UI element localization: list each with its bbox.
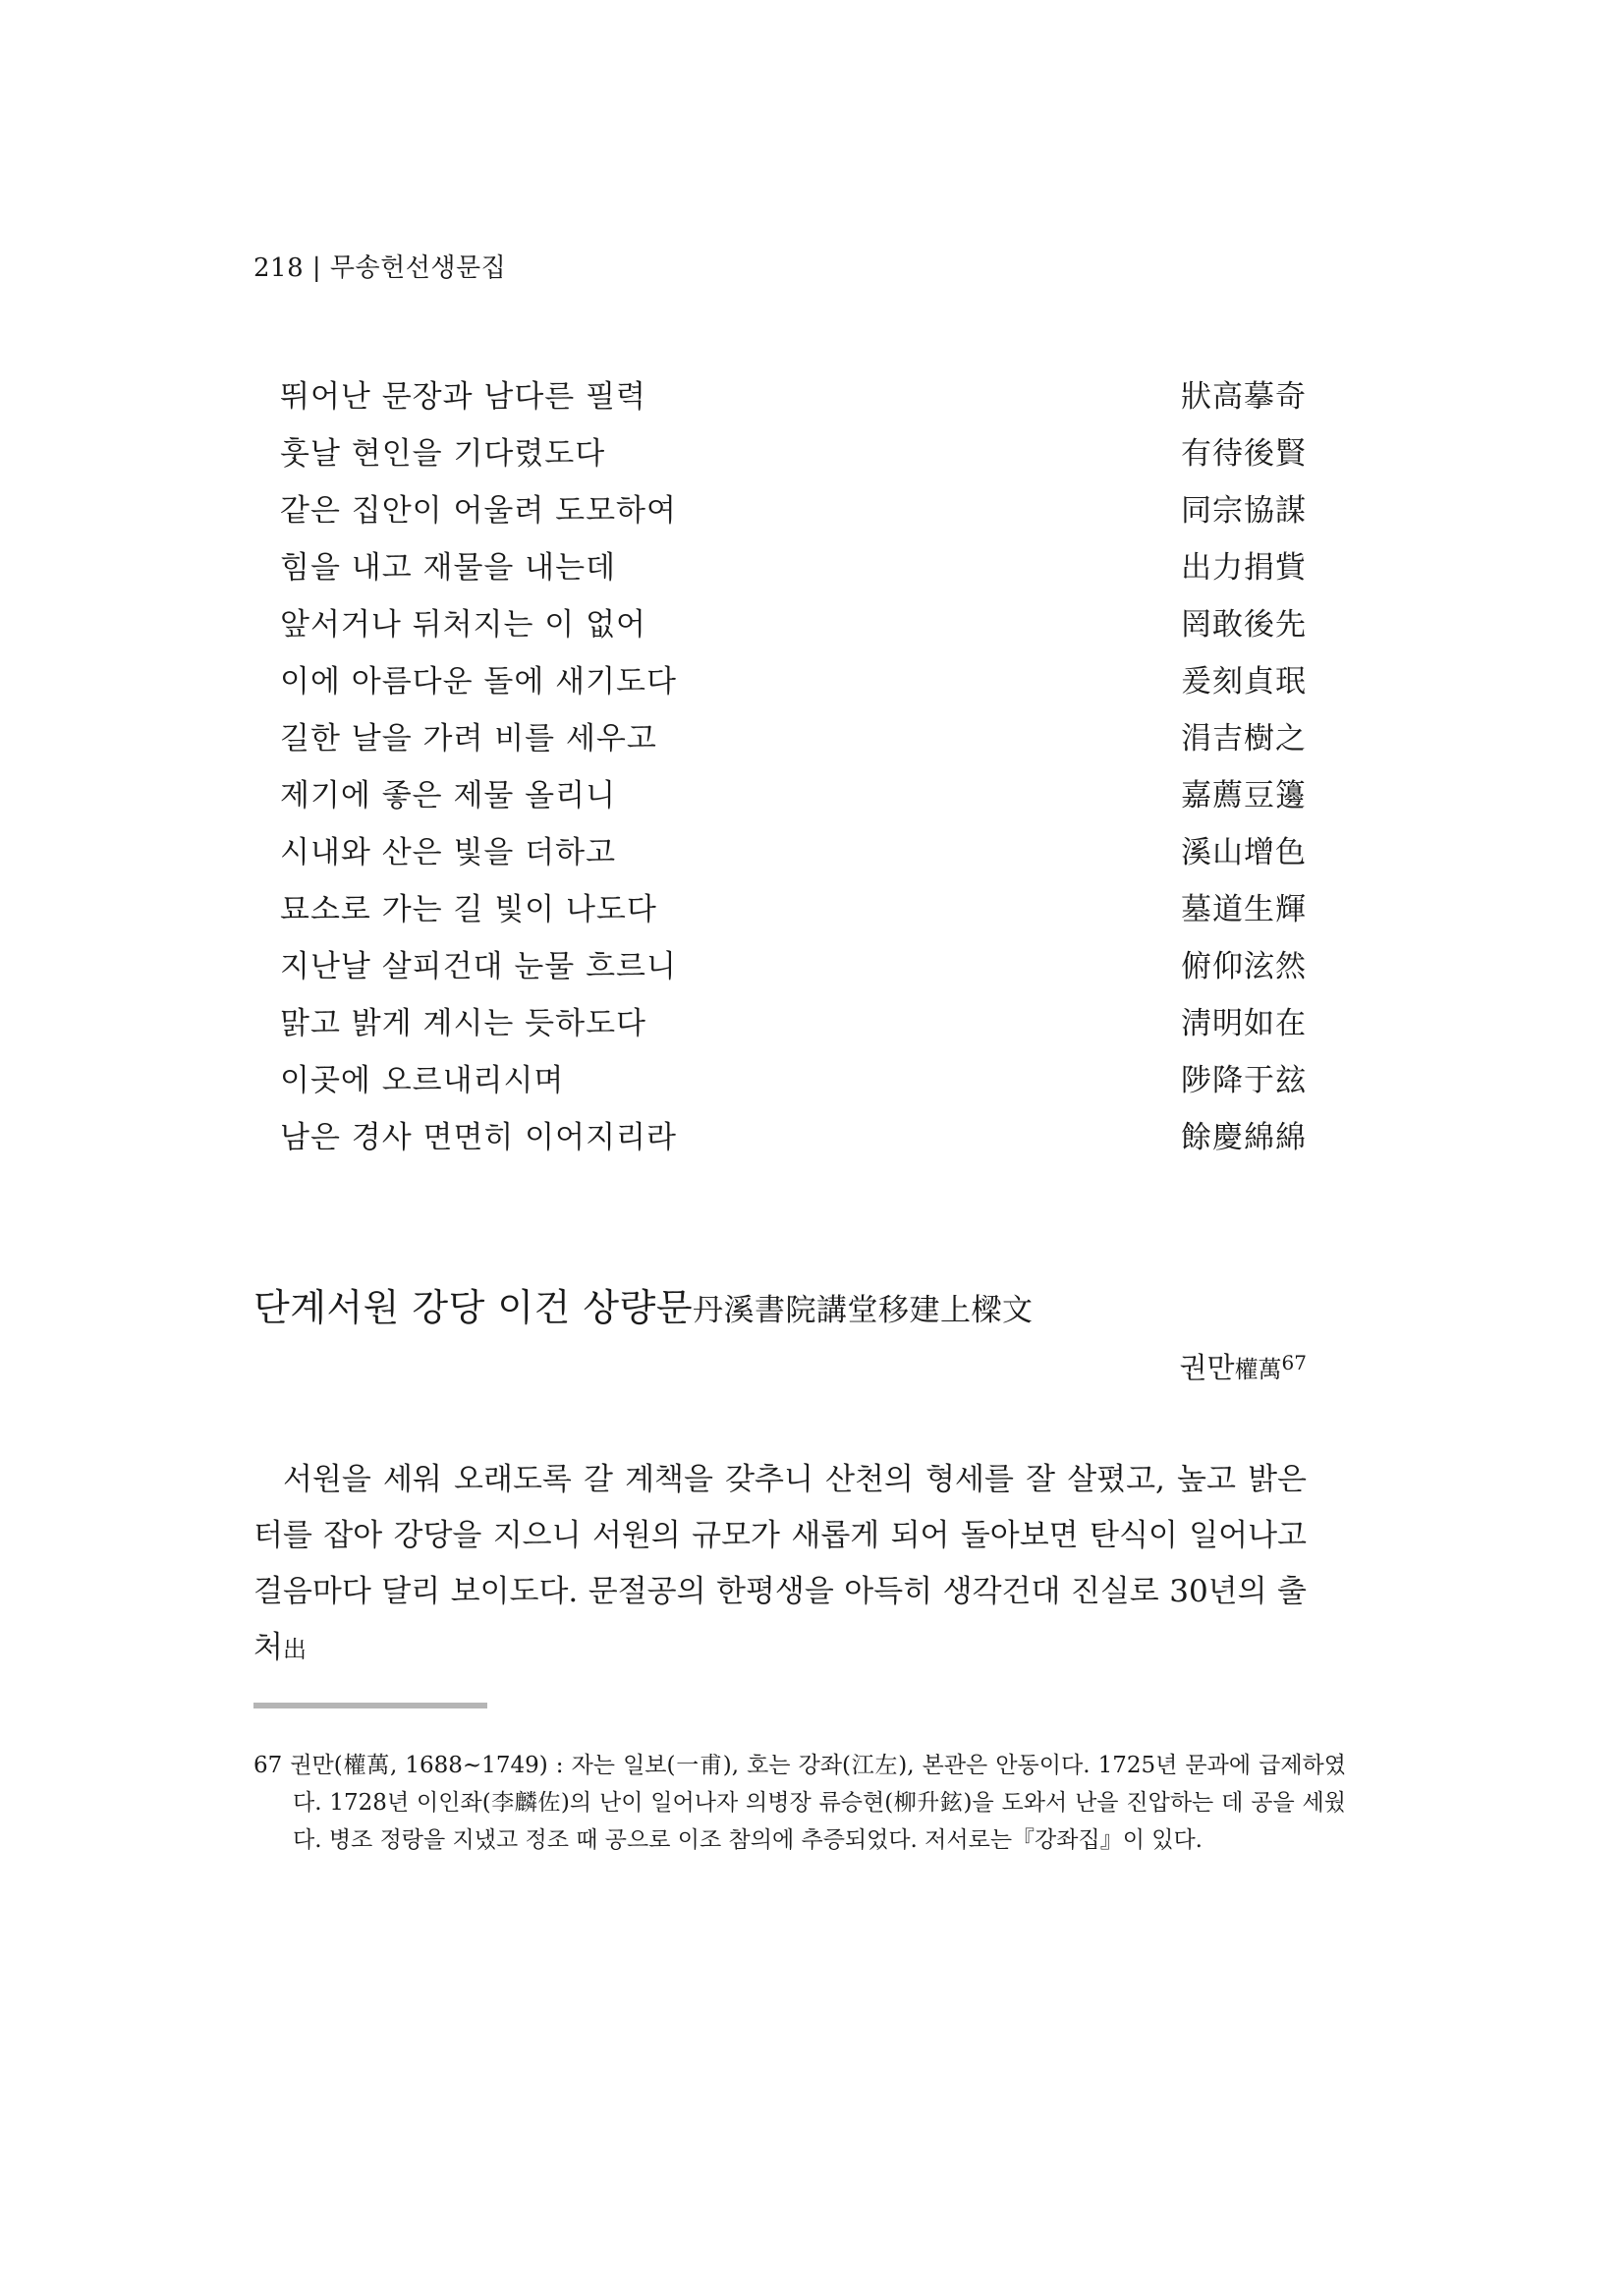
poem-line <box>280 1109 1307 1166</box>
poem-line-hanja: 有待後賢 <box>1181 436 1307 472</box>
poem-line-hanja: 出力捐貲 <box>1181 550 1307 586</box>
poem-line-korean: 앞서거나 뒤처지는 이 없어 <box>280 607 646 643</box>
poem-line-hanja: 俯仰泫然 <box>1181 949 1307 984</box>
poem-line <box>280 767 1307 824</box>
poem-line-hanja: 同宗協謀 <box>1181 493 1307 529</box>
poem-line-korean: 힘을 내고 재물을 내는데 <box>280 550 617 586</box>
poem-line-hanja: 爰刻貞珉 <box>1181 664 1307 700</box>
poem-line-korean: 뛰어난 문장과 남다른 필력 <box>280 379 646 415</box>
poem-line <box>280 824 1307 881</box>
poem-line-korean: 지난날 살피건대 눈물 흐르니 <box>280 949 677 984</box>
author-korean: 권만 <box>1179 1351 1235 1384</box>
footnote: 67 권만(權萬, 1688~1749) : 자는 일보(一甫), 호는 강좌(江左), 본관은 안동이다. 1725년 문과에 급제하였다. 1728년 이인좌(李麟佐)의 난이 일어나자 의병장 류승현(柳升鉉)을 도와서 난을 진압하는 데 공을 세웠다. 병조 정랑을 지냈고 정조 때 공으로 이조 참의에 추증되었다. 저서로는『강좌집』이 있다. <box>253 1753 1346 1853</box>
poem-line <box>280 995 1307 1052</box>
poem-line-korean: 시내와 산은 빛을 더하고 <box>280 835 617 870</box>
poem-line-hanja: 溪山增色 <box>1181 835 1307 870</box>
author <box>1180 1346 1307 1386</box>
author-hanja: 權萬 <box>1234 1356 1282 1383</box>
poem <box>280 368 1307 1166</box>
footnote-ref[interactable]: 67 <box>1281 1351 1307 1374</box>
poem-line-hanja: 墓道生輝 <box>1181 892 1307 927</box>
body-hanja: 出 <box>282 1636 307 1663</box>
poem-line-korean: 남은 경사 면면히 이어지리라 <box>280 1120 677 1155</box>
body-text: 서원을 세워 오래도록 갈 계책을 갖추니 산천의 형세를 잘 살폈고, 높고 밝은 터를 잡아 강당을 지으니 서원의 규모가 새롭게 되어 돌아보면 탄식이 일어나고 걸음마다 달리 보이도다. 문절공의 한평생을 아득히 생각건대 진실로 30년의 출처 <box>253 1462 1307 1665</box>
poem-line-hanja: 涓吉樹之 <box>1181 721 1307 756</box>
poem-line-hanja: 淸明如在 <box>1181 1006 1307 1041</box>
poem-line <box>280 710 1307 767</box>
poem-line <box>280 482 1307 539</box>
section-title-korean: 단계서원 강당 이건 상량문 <box>253 1286 694 1329</box>
poem-line-hanja: 餘慶綿綿 <box>1181 1120 1307 1155</box>
poem-line <box>280 653 1307 710</box>
poem-line <box>280 539 1307 596</box>
running-head: 218 | 무송헌선생문집 <box>253 253 507 283</box>
poem-line-korean: 훗날 현인을 기다렸도다 <box>280 436 606 472</box>
poem-line-korean: 길한 날을 가려 비를 세우고 <box>280 721 657 756</box>
poem-line-korean: 제기에 좋은 제물 올리니 <box>280 778 617 813</box>
poem-line <box>280 596 1307 653</box>
poem-line-hanja: 陟降于玆 <box>1181 1063 1307 1098</box>
poem-line <box>280 1052 1307 1109</box>
poem-line-korean: 이곳에 오르내리시며 <box>280 1063 565 1098</box>
poem-line <box>280 881 1307 938</box>
section-title-hanja: 丹溪書院講堂移建上樑文 <box>693 1293 1034 1328</box>
poem-line-korean: 같은 집안이 어울려 도모하여 <box>280 493 677 529</box>
poem-line <box>280 425 1307 482</box>
body-paragraph <box>253 1452 1307 1678</box>
poem-line <box>280 368 1307 425</box>
footnote-divider <box>253 1703 487 1708</box>
poem-line-korean: 맑고 밝게 계시는 듯하도다 <box>280 1006 646 1041</box>
poem-line-hanja: 嘉薦豆籩 <box>1181 778 1307 813</box>
poem-line-korean: 이에 아름다운 돌에 새기도다 <box>280 664 677 700</box>
poem-line <box>280 938 1307 995</box>
poem-line-hanja: 狀高摹奇 <box>1181 379 1307 415</box>
poem-line-hanja: 罔敢後先 <box>1181 607 1307 643</box>
section-title <box>253 1277 1034 1331</box>
poem-line-korean: 묘소로 가는 길 빛이 나도다 <box>280 892 657 927</box>
